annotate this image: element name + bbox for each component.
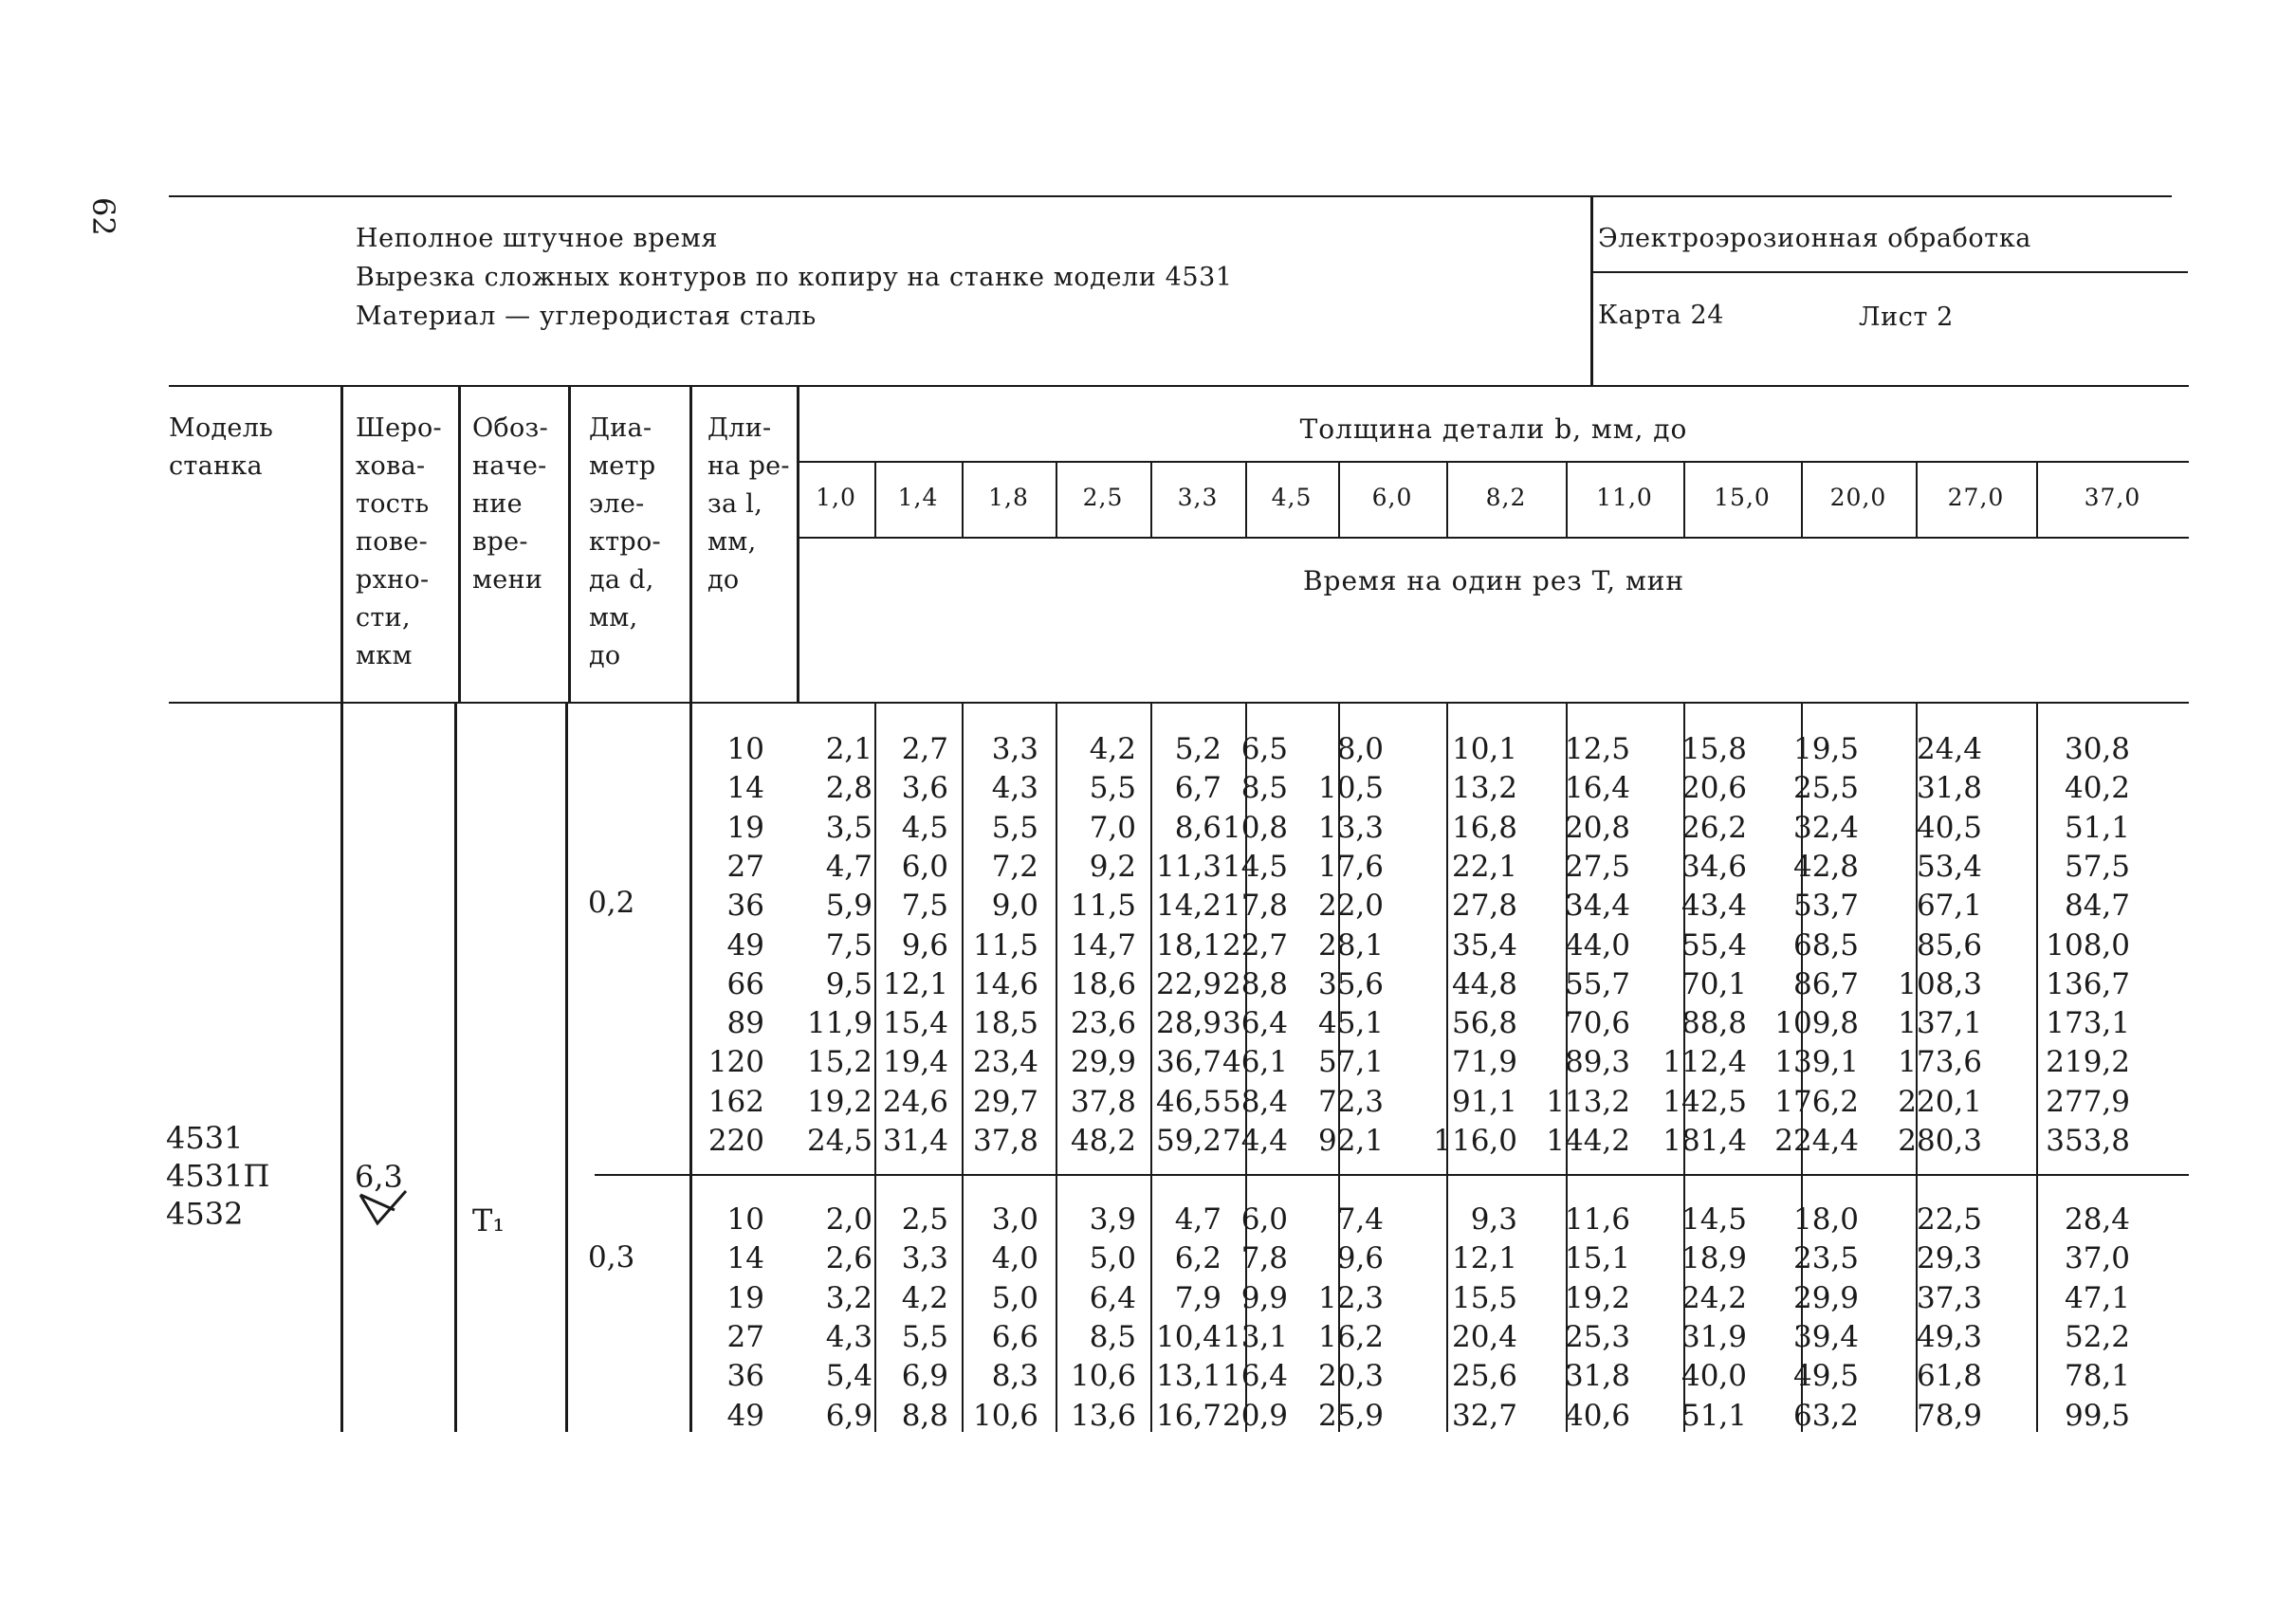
time-value: 18,9 xyxy=(1681,1241,1747,1276)
time-value: 31,8 xyxy=(1916,771,1982,806)
diameter-value: 0,2 xyxy=(588,886,635,920)
time-value: 59,2 xyxy=(1155,1124,1221,1158)
time-value: 25,9 xyxy=(1317,1398,1384,1433)
time-value: 2,7 xyxy=(901,732,948,766)
time-value: 22,7 xyxy=(1221,927,1288,963)
time-value: 15,2 xyxy=(806,1045,872,1080)
time-value: 10,6 xyxy=(1070,1359,1136,1394)
length-value: 19 xyxy=(726,1280,764,1315)
time-value: 48,2 xyxy=(1070,1124,1136,1158)
time-value: 17,6 xyxy=(1317,849,1384,884)
time-value: 5,5 xyxy=(901,1319,948,1354)
time-value: 7,9 xyxy=(1174,1280,1221,1315)
time-value: 26,2 xyxy=(1681,810,1747,845)
header-operation: Вырезка сложных контуров по копиру на станке модели 4531 xyxy=(356,263,1233,292)
time-value: 25,6 xyxy=(1451,1359,1517,1394)
time-value: 92,1 xyxy=(1317,1124,1384,1158)
time-value: 67,1 xyxy=(1916,889,1982,924)
time-value: 2,0 xyxy=(825,1202,872,1237)
time-value: 108,3 xyxy=(1898,966,1982,1001)
time-value: 3,3 xyxy=(901,1241,948,1276)
time-value: 10,4 xyxy=(1155,1319,1221,1354)
time-value: 16,4 xyxy=(1221,1359,1288,1394)
time-value: 34,6 xyxy=(1681,849,1747,884)
time-value: 58,4 xyxy=(1221,1084,1288,1119)
time-value: 18,0 xyxy=(1792,1202,1859,1237)
time-value: 4,3 xyxy=(991,771,1038,806)
time-value: 84,7 xyxy=(2064,889,2130,924)
time-value: 15,4 xyxy=(882,1006,948,1041)
time-value: 86,7 xyxy=(1792,966,1859,1001)
thickness-title: Толщина детали b, мм, до xyxy=(1299,413,1688,445)
time-value: 45,1 xyxy=(1317,1006,1384,1041)
time-value: 109,8 xyxy=(1774,1006,1859,1041)
roughness-triangle-icon xyxy=(357,1189,410,1229)
time-value: 32,7 xyxy=(1451,1398,1517,1433)
length-value: 49 xyxy=(726,1398,764,1433)
time-value: 5,4 xyxy=(825,1359,872,1394)
time-value: 28,1 xyxy=(1317,927,1384,963)
thickness-value: 1,8 xyxy=(988,484,1029,511)
time-value: 173,6 xyxy=(1898,1045,1982,1080)
time-value: 31,4 xyxy=(882,1124,948,1158)
time-value: 8,5 xyxy=(1089,1319,1136,1354)
time-value: 78,1 xyxy=(2064,1359,2130,1394)
page-number: 62 xyxy=(85,197,121,236)
time-value: 12,3 xyxy=(1317,1280,1384,1315)
time-value: 53,7 xyxy=(1792,889,1859,924)
time-value: 16,8 xyxy=(1451,810,1517,845)
time-value: 20,9 xyxy=(1221,1398,1288,1433)
time-value: 7,0 xyxy=(1089,810,1136,845)
time-value: 31,8 xyxy=(1564,1359,1630,1394)
time-value: 15,1 xyxy=(1564,1241,1630,1276)
time-value: 7,5 xyxy=(901,889,948,924)
time-value: 30,8 xyxy=(2064,732,2130,766)
time-value: 4,7 xyxy=(1174,1202,1221,1237)
time-value: 220,1 xyxy=(1898,1084,1982,1119)
time-value: 37,0 xyxy=(2064,1241,2130,1276)
time-value: 99,5 xyxy=(2064,1398,2130,1433)
time-value: 13,1 xyxy=(1221,1319,1288,1354)
time-value: 37,8 xyxy=(972,1124,1038,1158)
time-value: 13,2 xyxy=(1451,771,1517,806)
time-value: 10,1 xyxy=(1451,732,1517,766)
time-value: 12,1 xyxy=(1451,1241,1517,1276)
time-value: 85,6 xyxy=(1916,927,1982,963)
time-value: 27,5 xyxy=(1564,849,1630,884)
length-value: 89 xyxy=(726,1006,764,1041)
length-value: 162 xyxy=(707,1084,764,1119)
time-value: 71,9 xyxy=(1451,1045,1517,1080)
time-value: 142,5 xyxy=(1662,1084,1747,1119)
time-value: 47,1 xyxy=(2064,1280,2130,1315)
time-value: 4,5 xyxy=(901,810,948,845)
time-value: 36,7 xyxy=(1155,1045,1221,1080)
time-value: 14,7 xyxy=(1070,927,1136,963)
length-value: 120 xyxy=(707,1045,764,1080)
length-value: 66 xyxy=(726,966,764,1001)
time-value: 16,4 xyxy=(1564,771,1630,806)
time-value: 10,6 xyxy=(972,1398,1038,1433)
time-value: 68,5 xyxy=(1792,927,1859,963)
time-value: 2,6 xyxy=(825,1241,872,1276)
time-value: 6,6 xyxy=(991,1319,1038,1354)
time-value: 9,5 xyxy=(825,966,872,1001)
time-value: 15,5 xyxy=(1451,1280,1517,1315)
time-value: 12,5 xyxy=(1564,732,1630,766)
time-value: 34,4 xyxy=(1564,889,1630,924)
time-value: 5,9 xyxy=(825,889,872,924)
time-value: 28,8 xyxy=(1221,966,1288,1001)
time-value: 353,8 xyxy=(2046,1124,2130,1158)
time-value: 35,4 xyxy=(1451,927,1517,963)
length-value: 14 xyxy=(726,771,764,806)
time-value: 40,6 xyxy=(1564,1398,1630,1433)
time-value: 32,4 xyxy=(1792,810,1859,845)
time-value: 40,2 xyxy=(2064,771,2130,806)
thickness-value: 15,0 xyxy=(1714,484,1771,511)
time-value: 20,3 xyxy=(1317,1359,1384,1394)
time-value: 28,4 xyxy=(2064,1202,2130,1237)
time-value: 9,6 xyxy=(1336,1241,1384,1276)
time-value: 6,2 xyxy=(1174,1241,1221,1276)
length-value: 27 xyxy=(726,1319,764,1354)
time-value: 28,9 xyxy=(1155,1006,1221,1041)
time-value: 19,5 xyxy=(1792,732,1859,766)
time-value: 52,2 xyxy=(2064,1319,2130,1354)
time-value: 89,3 xyxy=(1564,1045,1630,1080)
time-value: 3,9 xyxy=(1089,1202,1136,1237)
time-value: 14,5 xyxy=(1681,1202,1747,1237)
time-value: 5,0 xyxy=(991,1280,1038,1315)
time-value: 8,8 xyxy=(901,1398,948,1433)
time-value: 7,8 xyxy=(1240,1241,1288,1276)
time-value: 29,3 xyxy=(1916,1241,1982,1276)
time-value: 74,4 xyxy=(1221,1124,1288,1158)
time-value: 3,2 xyxy=(825,1280,872,1315)
time-value: 22,0 xyxy=(1317,889,1384,924)
time-value: 5,5 xyxy=(1089,771,1136,806)
time-value: 116,0 xyxy=(1433,1124,1517,1158)
time-value: 18,1 xyxy=(1155,927,1221,963)
header-material: Материал — углеродистая сталь xyxy=(356,302,817,331)
thickness-value: 8,2 xyxy=(1485,484,1527,511)
time-value: 16,2 xyxy=(1317,1319,1384,1354)
length-value: 27 xyxy=(726,849,764,884)
length-value: 19 xyxy=(726,810,764,845)
time-value: 70,1 xyxy=(1681,966,1747,1001)
time-value: 29,9 xyxy=(1070,1045,1136,1080)
time-value: 144,2 xyxy=(1546,1124,1630,1158)
time-value: 10,5 xyxy=(1317,771,1384,806)
time-value: 51,1 xyxy=(1681,1398,1747,1433)
time-value: 137,1 xyxy=(1898,1006,1982,1041)
time-value: 11,5 xyxy=(972,927,1038,963)
time-value: 20,6 xyxy=(1681,771,1747,806)
time-value: 9,2 xyxy=(1089,849,1136,884)
time-value: 37,3 xyxy=(1916,1280,1982,1315)
time-value: 5,0 xyxy=(1089,1241,1136,1276)
diameter-value: 0,3 xyxy=(588,1240,635,1275)
col-model: Модель станка xyxy=(169,413,274,481)
time-value: 56,8 xyxy=(1451,1006,1517,1041)
length-value: 36 xyxy=(726,889,764,924)
col-roughness: Шеро- хова- тость пове- рхно- сти, мкм xyxy=(356,413,442,670)
time-value: 173,1 xyxy=(2046,1006,2130,1041)
time-value: 6,4 xyxy=(1089,1280,1136,1315)
time-value: 11,5 xyxy=(1070,889,1136,924)
machine-models: 4531 4531П 4532 xyxy=(166,1120,270,1232)
thickness-value: 11,0 xyxy=(1596,484,1653,511)
time-value: 39,4 xyxy=(1792,1319,1859,1354)
thickness-value: 37,0 xyxy=(2084,484,2141,511)
length-value: 220 xyxy=(707,1124,764,1158)
time-value: 4,7 xyxy=(825,849,872,884)
time-value: 29,7 xyxy=(972,1084,1038,1119)
time-value: 6,7 xyxy=(1174,771,1221,806)
time-value: 7,2 xyxy=(991,849,1038,884)
time-value: 17,8 xyxy=(1221,889,1288,924)
time-value: 6,9 xyxy=(901,1359,948,1394)
time-value: 219,2 xyxy=(2046,1045,2130,1080)
time-value: 11,6 xyxy=(1564,1202,1630,1237)
time-value: 53,4 xyxy=(1916,849,1982,884)
time-value: 49,5 xyxy=(1792,1359,1859,1394)
time-value: 18,5 xyxy=(972,1006,1038,1041)
time-value: 6,5 xyxy=(1240,732,1288,766)
time-value: 14,5 xyxy=(1221,849,1288,884)
time-value: 6,9 xyxy=(825,1398,872,1433)
time-value: 16,7 xyxy=(1155,1398,1221,1433)
time-value: 9,3 xyxy=(1470,1202,1517,1237)
time-value: 36,4 xyxy=(1221,1006,1288,1041)
time-value: 3,3 xyxy=(991,732,1038,766)
time-value: 24,2 xyxy=(1681,1280,1747,1315)
length-value: 10 xyxy=(726,1202,764,1237)
time-value: 24,5 xyxy=(806,1124,872,1158)
col-diameter: Диа- метр эле- ктро- да d, мм, до xyxy=(589,413,661,670)
time-value: 31,9 xyxy=(1681,1319,1747,1354)
time-value: 37,8 xyxy=(1070,1084,1136,1119)
time-value: 4,0 xyxy=(991,1241,1038,1276)
time-value: 42,8 xyxy=(1792,849,1859,884)
time-title: Время на один рез T, мин xyxy=(1302,565,1685,596)
time-value: 88,8 xyxy=(1681,1006,1747,1041)
time-value: 19,2 xyxy=(1564,1280,1630,1315)
time-value: 70,6 xyxy=(1564,1006,1630,1041)
time-value: 57,1 xyxy=(1317,1045,1384,1080)
length-value: 36 xyxy=(726,1359,764,1394)
time-value: 224,4 xyxy=(1774,1124,1859,1158)
time-value: 22,9 xyxy=(1155,966,1221,1001)
time-value: 55,7 xyxy=(1564,966,1630,1001)
time-value: 46,5 xyxy=(1155,1084,1221,1119)
thickness-value: 27,0 xyxy=(1947,484,2005,511)
time-value: 24,6 xyxy=(882,1084,948,1119)
time-value: 14,2 xyxy=(1155,889,1221,924)
time-value: 23,4 xyxy=(972,1045,1038,1080)
time-value: 9,0 xyxy=(991,889,1038,924)
time-value: 12,1 xyxy=(882,966,948,1001)
time-value: 27,8 xyxy=(1451,889,1517,924)
time-value: 181,4 xyxy=(1662,1124,1747,1158)
header-card: Карта 24 xyxy=(1598,301,1725,330)
time-value: 3,0 xyxy=(991,1202,1038,1237)
time-value: 2,1 xyxy=(825,732,872,766)
time-value: 11,9 xyxy=(806,1006,872,1041)
length-value: 49 xyxy=(726,927,764,963)
header-title: Неполное штучное время xyxy=(356,224,719,253)
time-value: 13,6 xyxy=(1070,1398,1136,1433)
time-value: 3,6 xyxy=(901,771,948,806)
time-value: 35,6 xyxy=(1317,966,1384,1001)
time-value: 19,4 xyxy=(882,1045,948,1080)
time-value: 23,5 xyxy=(1792,1241,1859,1276)
time-value: 78,9 xyxy=(1916,1398,1982,1433)
time-value: 43,4 xyxy=(1681,889,1747,924)
time-value: 55,4 xyxy=(1681,927,1747,963)
time-value: 136,7 xyxy=(2046,966,2130,1001)
time-value: 2,8 xyxy=(825,771,872,806)
time-value: 19,2 xyxy=(806,1084,872,1119)
time-value: 44,8 xyxy=(1451,966,1517,1001)
time-value: 112,4 xyxy=(1662,1045,1747,1080)
length-value: 14 xyxy=(726,1241,764,1276)
length-value: 10 xyxy=(726,732,764,766)
time-value: 22,5 xyxy=(1916,1202,1982,1237)
time-value: 11,3 xyxy=(1155,849,1221,884)
time-value: 4,2 xyxy=(1089,732,1136,766)
time-value: 25,5 xyxy=(1792,771,1859,806)
time-value: 29,9 xyxy=(1792,1280,1859,1315)
time-value: 139,1 xyxy=(1774,1045,1859,1080)
header-section: Электроэрозионная обработка xyxy=(1598,224,2031,253)
col-length: Дли- на ре- за l, мм, до xyxy=(707,413,790,595)
time-value: 15,8 xyxy=(1681,732,1747,766)
time-value: 6,0 xyxy=(1240,1202,1288,1237)
time-value: 2,5 xyxy=(901,1202,948,1237)
time-value: 63,2 xyxy=(1792,1398,1859,1433)
time-value: 57,5 xyxy=(2064,849,2130,884)
time-value: 46,1 xyxy=(1221,1045,1288,1080)
time-value: 18,6 xyxy=(1070,966,1136,1001)
time-value: 113,2 xyxy=(1546,1084,1630,1119)
time-value: 4,3 xyxy=(825,1319,872,1354)
thickness-value: 1,4 xyxy=(897,484,939,511)
time-value: 6,0 xyxy=(901,849,948,884)
designation-value: T₁ xyxy=(472,1202,505,1238)
time-value: 44,0 xyxy=(1564,927,1630,963)
time-value: 91,1 xyxy=(1451,1084,1517,1119)
time-value: 8,5 xyxy=(1240,771,1288,806)
time-value: 49,3 xyxy=(1916,1319,1982,1354)
time-value: 20,4 xyxy=(1451,1319,1517,1354)
time-value: 108,0 xyxy=(2046,927,2130,963)
time-value: 14,6 xyxy=(972,966,1038,1001)
thickness-value: 1,0 xyxy=(816,484,856,511)
time-value: 72,3 xyxy=(1317,1084,1384,1119)
time-value: 40,0 xyxy=(1681,1359,1747,1394)
time-value: 4,2 xyxy=(901,1280,948,1315)
time-value: 51,1 xyxy=(2064,810,2130,845)
thickness-value: 20,0 xyxy=(1829,484,1887,511)
time-value: 20,8 xyxy=(1564,810,1630,845)
time-value: 8,3 xyxy=(991,1359,1038,1394)
time-value: 3,5 xyxy=(825,810,872,845)
thickness-value: 2,5 xyxy=(1082,484,1124,511)
time-value: 13,3 xyxy=(1317,810,1384,845)
time-value: 277,9 xyxy=(2046,1084,2130,1119)
time-value: 9,9 xyxy=(1240,1280,1288,1315)
thickness-value: 6,0 xyxy=(1371,484,1413,511)
time-value: 176,2 xyxy=(1774,1084,1859,1119)
time-value: 40,5 xyxy=(1916,810,1982,845)
header-sheet: Лист 2 xyxy=(1859,303,1954,332)
time-value: 280,3 xyxy=(1898,1124,1982,1158)
time-value: 7,5 xyxy=(825,927,872,963)
thickness-value: 4,5 xyxy=(1271,484,1313,511)
col-designation: Обоз- наче- ние вре- мени xyxy=(472,413,548,595)
thickness-value: 3,3 xyxy=(1177,484,1219,511)
roughness-value: 6,3 xyxy=(355,1159,403,1195)
time-value: 22,1 xyxy=(1451,849,1517,884)
time-value: 23,6 xyxy=(1070,1006,1136,1041)
time-value: 61,8 xyxy=(1916,1359,1982,1394)
time-value: 8,6 xyxy=(1174,810,1221,845)
time-value: 24,4 xyxy=(1916,732,1982,766)
time-value: 7,4 xyxy=(1336,1202,1384,1237)
time-value: 25,3 xyxy=(1564,1319,1630,1354)
time-value: 9,6 xyxy=(901,927,948,963)
time-value: 5,5 xyxy=(991,810,1038,845)
time-value: 8,0 xyxy=(1336,732,1384,766)
time-value: 5,2 xyxy=(1174,732,1221,766)
time-value: 10,8 xyxy=(1221,810,1288,845)
time-value: 13,1 xyxy=(1155,1359,1221,1394)
